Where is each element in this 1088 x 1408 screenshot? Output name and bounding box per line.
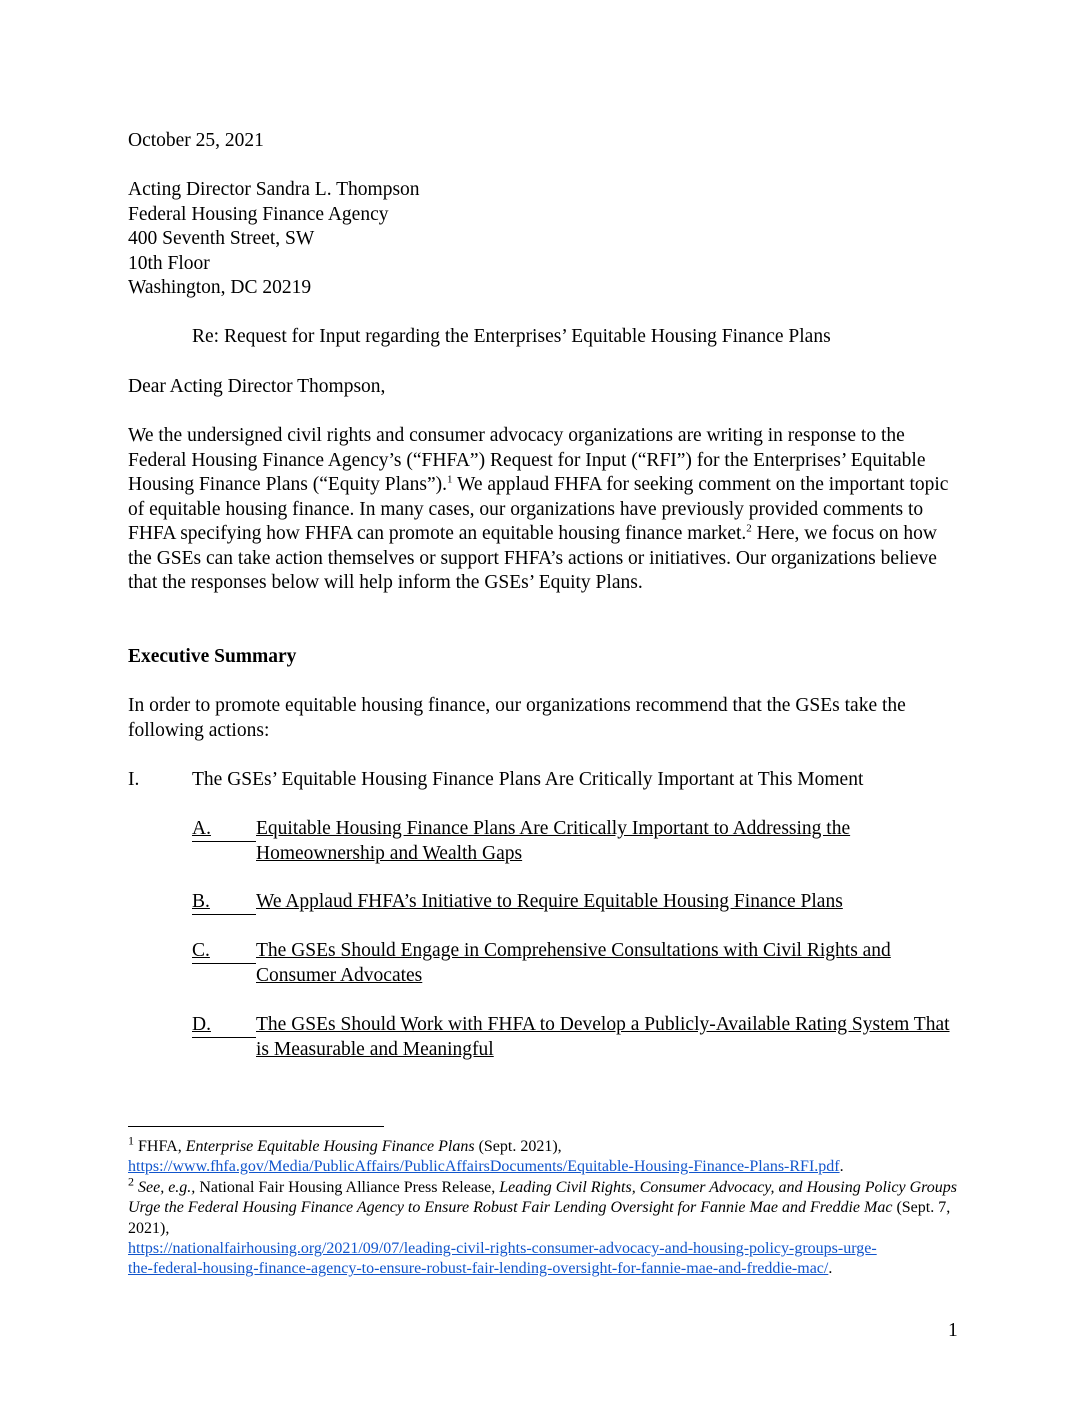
footnote-signal: See, e.g., [134,1179,196,1196]
footnote-text: FHFA, [134,1138,186,1155]
address-line: Federal Housing Finance Agency [128,203,389,225]
letter-date: October 25, 2021 [128,130,264,151]
footnote-separator [128,1126,384,1127]
item-text: We Applaud FHFA’s Initiative to Require Equitable Housing Finance Plans [256,891,843,912]
address-line: 10th Floor [128,252,210,274]
footnote-text: (Sept. 2021), [474,1138,562,1155]
summary-item-b [192,890,962,915]
footnote-text: National Fair Housing Alliance Press Release, [195,1179,500,1196]
footnote-2-link-line1[interactable]: https://nationalfairhousing.org/2021/09/07/leading-civil-rights-consumer-advocacy-and-housing-policy-groups-urge- [128,1239,877,1257]
address-line: 400 Seventh Street, SW [128,228,315,249]
item-underline [192,817,256,842]
address-line: Washington, DC 20219 [128,277,312,298]
recipient-address [128,178,958,301]
item-text: The GSEs Should Engage in Comprehensive Consultations with Civil Rights and Consumer Advocates [256,940,891,986]
footnote-1-link[interactable]: https://www.fhfa.gov/Media/PublicAffairs/PublicAffairsDocuments/Equitable-Housing-Finance-Plans-RFI.pdf [128,1158,840,1176]
footnote-ref-1[interactable]: 1 [447,473,453,486]
footnote-2-link-line2[interactable]: the-federal-housing-finance-agency-to-ensure-robust-fair-lending-oversight-for-fannie-mae-and-freddie-mac/ [128,1260,829,1278]
re-line: Re: Request for Input regarding the Enterprises’ Equitable Housing Finance Plans [192,326,831,347]
salutation: Dear Acting Director Thompson, [128,376,386,397]
summary-item-c [192,939,962,988]
item-letter: D. [192,1014,211,1035]
item-letter: A. [192,818,211,839]
footnote-text: . [828,1260,833,1278]
footnote-2 [128,1174,968,1279]
footnote-1 [128,1133,968,1178]
page-number: 1 [948,1320,958,1341]
executive-summary-heading: Executive Summary [128,646,297,667]
footnote-title: Enterprise Equitable Housing Finance Plans [185,1138,475,1155]
executive-summary-intro: In order to promote equitable housing finance, our organizations recommend that the GSEs take the following actions: [128,695,906,741]
section-i-title: The GSEs’ Equitable Housing Finance Plans Are Critically Important at This Moment [192,769,864,790]
intro-paragraph [128,424,958,596]
intro-text: We the undersigned civil rights and consumer advocacy organizations are writing in response to the Federal Housing Finance Agency’s (“FHFA”) Request for Input (“RFI”) for the Enterprises’ Equitable Housing Finance Plans (“Equity Plans”). [128,425,926,495]
footnote-ref-2[interactable]: 2 [746,522,752,535]
item-underline [192,1013,256,1038]
item-letter: B. [192,891,210,912]
address-line: Acting Director Sandra L. Thompson [128,179,420,200]
item-underline [192,890,256,915]
footnote-text: . [839,1158,844,1176]
footnote-title: Leading Civil Rights, Consumer Advocacy, and Housing Policy Groups Urge the Federal Housing Finance Agency to Ensure Robust Fair Lending Oversight for Fannie Mae and Freddie Mac [128,1179,957,1217]
intro-text: Here, we focus on how the GSEs can take action themselves or support FHFA’s actions or initiatives. Our organizations believe that the responses below will help inform the GSEs’ Equity Plans. [128,523,937,593]
summary-item-d [192,1013,962,1062]
footnote-number: 2 [128,1174,134,1189]
summary-item-a [192,817,962,866]
footnote-text: (Sept. 7, 2021), [128,1199,951,1237]
item-letter: C. [192,940,210,961]
item-text: Equitable Housing Finance Plans Are Critically Important to Addressing the Homeownership and Wealth Gaps [256,818,851,864]
footnote-number: 1 [128,1133,134,1148]
section-i-numeral: I. [128,769,140,790]
item-underline [192,939,256,964]
item-text: The GSEs Should Work with FHFA to Develop a Publicly-Available Rating System That is Measurable and Meaningful [256,1014,950,1060]
intro-text: We applaud FHFA for seeking comment on the important topic of equitable housing finance. In many cases, our organizations have previously provided comments to FHFA specifying how FHFA can promote an equitable housing finance market. [128,474,949,544]
